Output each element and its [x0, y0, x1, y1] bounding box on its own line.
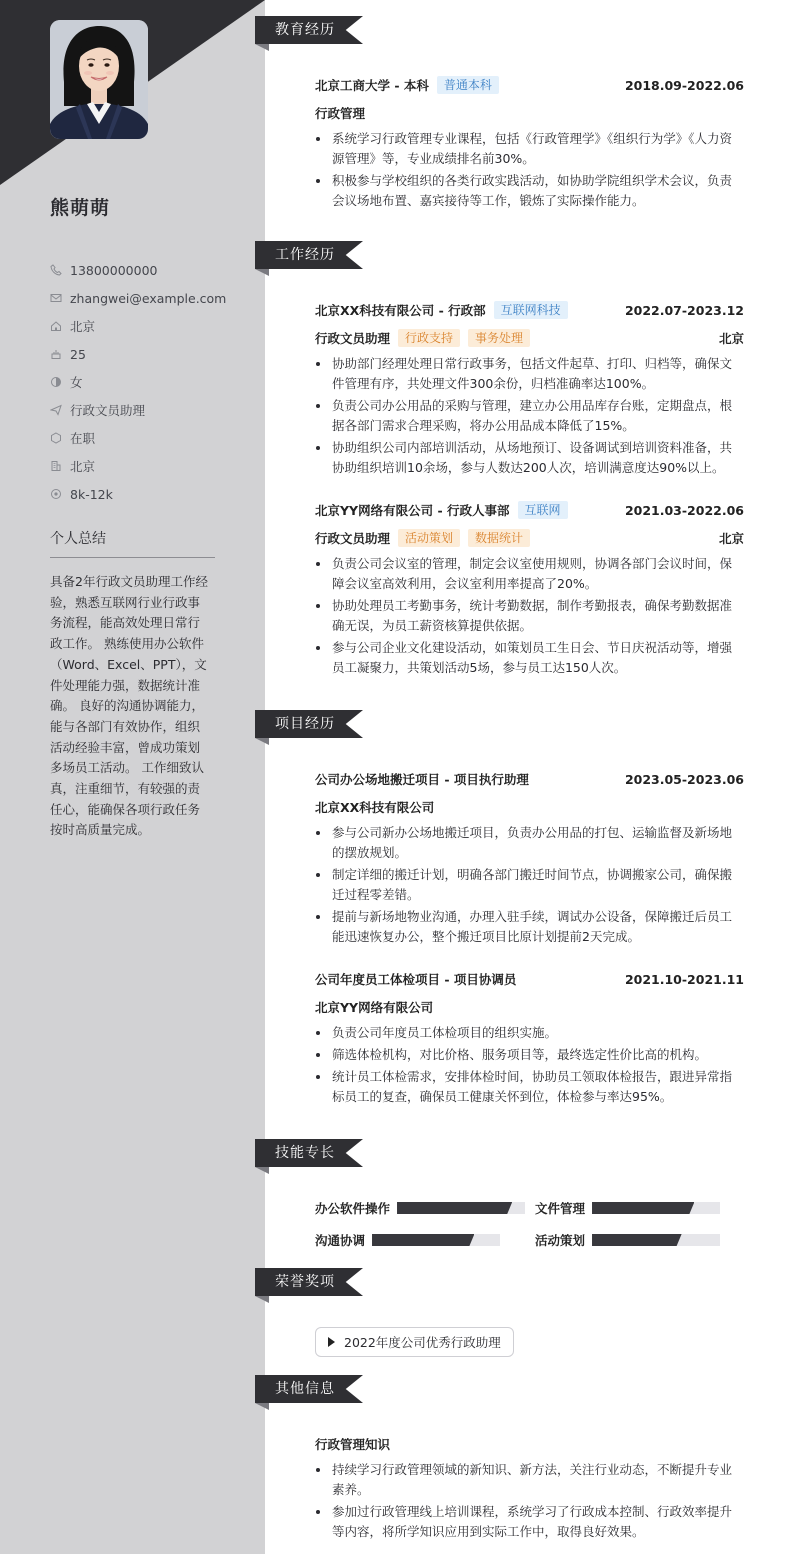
role-name: 行政文员助理	[315, 331, 391, 346]
cake-icon	[50, 348, 62, 360]
section-header-project	[255, 710, 363, 738]
list-item: 统计员工体检需求，安排体检时间，协助员工领取体检报告，跟进异常指标员工的复查，确保员工健康关怀到位，体检参与率达95%。	[315, 1067, 744, 1107]
section-header-education	[255, 16, 363, 44]
list-item: 筛选体检机构，对比价格、服务项目等，最终选定性价比高的机构。	[315, 1045, 744, 1065]
skill-name: 活动策划	[535, 1233, 586, 1248]
skill-bar-fill	[592, 1202, 694, 1214]
project-header-row	[315, 765, 744, 793]
building-icon	[50, 460, 62, 472]
education-header-row	[315, 71, 744, 99]
section-title: 其他信息	[275, 1381, 335, 1397]
industry-badge: 互联网科技	[494, 301, 568, 319]
section-title: 工作经历	[275, 247, 335, 263]
project-company-row	[315, 793, 744, 821]
section-title: 项目经历	[275, 716, 335, 732]
home-icon	[50, 320, 62, 332]
work-header-row	[315, 496, 744, 524]
list-item: 负责公司会议室的管理，制定会议室使用规则，协调各部门会议时间，保障会议室高效利用，会议室利用率提高了20%。	[315, 554, 744, 594]
summary-text: 具备2年行政文员助理工作经验，熟悉互联网行业行政事务流程，能高效处理日常行政工作。 熟练使用办公软件（Word、Excel、PPT），文件处理能力强，数据统计准确。 良好的沟通协调能力，能与各部门有效协作，组织活动经验丰富，曾成功策划多场员工活动。 工作细致认真，注重细节，有较强的责任心，能确保各项行政任务按时高质量完成。	[50, 574, 208, 838]
skill-bar	[592, 1202, 720, 1214]
work-header-row	[315, 296, 744, 324]
major-row	[315, 99, 744, 127]
info-email	[50, 284, 250, 312]
skill-tag: 行政支持	[398, 329, 460, 347]
main-content	[255, 0, 794, 1554]
skill-name: 文件管理	[535, 1201, 586, 1216]
section-title: 技能专长	[275, 1145, 335, 1161]
list-item: 参加过行政管理线上培训课程，系统学习了行政成本控制、行政效率提升等内容，将所学知识应用到实际工作中，取得良好效果。	[315, 1502, 744, 1542]
project-header-row	[315, 965, 744, 993]
info-age	[50, 340, 250, 368]
status-icon	[50, 432, 62, 444]
other-entry	[315, 1430, 744, 1544]
list-item: 制定详细的搬迁计划，明确各部门搬迁时间节点，协调搬家公司，确保搬迁过程零差错。	[315, 865, 744, 905]
company-name: 北京XX科技有限公司 - 行政部	[315, 303, 486, 318]
list-item: 协助部门经理处理日常行政事务，包括文件起草、打印、归档等，确保文件管理有序，共处理文件300余份，归档准确率达100%。	[315, 354, 744, 394]
info-gender	[50, 368, 250, 396]
email-text: zhangwei@example.com	[70, 290, 227, 306]
skill-bar	[397, 1202, 525, 1214]
work-city: 北京	[718, 331, 744, 346]
send-icon	[50, 404, 62, 416]
salary-icon	[50, 488, 62, 500]
project-bullets	[315, 823, 744, 947]
list-item: 参与公司新办公场地搬迁项目，负责办公用品的打包、运输监督及新场地的摆放规划。	[315, 823, 744, 863]
gender-text: 女	[70, 375, 83, 390]
education-bullets	[315, 129, 744, 211]
skill-tag: 事务处理	[468, 329, 530, 347]
degree-badge: 普通本科	[437, 76, 499, 94]
skill-name: 沟通协调	[315, 1233, 366, 1248]
skill-bar	[372, 1234, 500, 1246]
info-status	[50, 424, 250, 452]
school-name: 北京工商大学 - 本科	[315, 78, 429, 93]
list-item: 持续学习行政管理领域的新知识、新方法，关注行业动态，不断提升专业素养。	[315, 1460, 744, 1500]
project-title: 公司年度员工体检项目 - 项目协调员	[315, 972, 517, 987]
other-bullets	[315, 1460, 744, 1542]
work-entry-1	[315, 296, 744, 480]
award-chip	[315, 1327, 514, 1357]
project-entry-2	[315, 965, 744, 1109]
project-company: 北京XX科技有限公司	[315, 800, 435, 815]
skill-tag: 活动策划	[398, 529, 460, 547]
project-date: 2021.10-2021.11	[624, 971, 744, 987]
skill-item	[315, 1230, 500, 1250]
project-date: 2023.05-2023.06	[624, 771, 744, 787]
info-location	[50, 312, 250, 340]
skill-bar-fill	[372, 1234, 474, 1246]
education-date: 2018.09-2022.06	[624, 77, 744, 93]
gender-icon	[50, 376, 62, 388]
major-name: 行政管理	[315, 106, 366, 121]
candidate-name: 熊萌萌	[50, 197, 111, 219]
info-city	[50, 452, 250, 480]
project-bullets	[315, 1023, 744, 1107]
section-title: 荣誉奖项	[275, 1274, 335, 1290]
work-date: 2022.07-2023.12	[624, 302, 744, 318]
contact-info-list	[50, 256, 250, 508]
work-date: 2021.03-2022.06	[624, 502, 744, 518]
info-position	[50, 396, 250, 424]
section-header-skills	[255, 1139, 363, 1167]
skill-tag: 数据统计	[468, 529, 530, 547]
status-text: 在职	[70, 431, 96, 446]
profile-photo	[50, 20, 148, 139]
list-item: 负责公司年度员工体检项目的组织实施。	[315, 1023, 744, 1043]
work-city: 北京	[718, 531, 744, 546]
position-text: 行政文员助理	[70, 403, 146, 418]
list-item: 积极参与学校组织的各类行政实践活动，如协助学院组织学术会议，负责会议场地布置、嘉宾接待等工作，锻炼了实际操作能力。	[315, 171, 744, 211]
company-name: 北京YY网络有限公司 - 行政人事部	[315, 503, 510, 518]
section-header-work	[255, 241, 363, 269]
award-name: 2022年度公司优秀行政助理	[344, 1335, 501, 1350]
other-title-row	[315, 1430, 744, 1458]
list-item: 系统学习行政管理专业课程，包括《行政管理学》《组织行为学》《人力资源管理》等，专业成绩排名前30%。	[315, 129, 744, 169]
city-text: 北京	[70, 459, 96, 474]
section-title: 教育经历	[275, 22, 335, 38]
work-bullets	[315, 354, 744, 478]
list-item: 协助组织公司内部培训活动，从场地预订、设备调试到培训资料准备，共协助组织培训10余场，参与人数达200人次，培训满意度达90%以上。	[315, 438, 744, 478]
avatar-illustration	[50, 20, 148, 139]
industry-badge: 互联网	[518, 501, 568, 519]
role-row	[315, 524, 744, 552]
section-header-other	[255, 1375, 363, 1403]
project-title: 公司办公场地搬迁项目 - 项目执行助理	[315, 772, 529, 787]
skill-item	[535, 1198, 720, 1218]
skill-bar	[592, 1234, 720, 1246]
summary-title: 个人总结	[50, 528, 215, 558]
play-triangle-icon	[328, 1337, 335, 1347]
project-company-row	[315, 993, 744, 1021]
project-company: 北京YY网络有限公司	[315, 1000, 434, 1015]
work-bullets	[315, 554, 744, 678]
phone-text: 13800000000	[70, 262, 158, 278]
list-item: 提前与新场地物业沟通，办理入驻手续，调试办公设备，保障搬迁后员工能迅速恢复办公，整个搬迁项目比原计划提前2天完成。	[315, 907, 744, 947]
location-text: 北京	[70, 319, 96, 334]
skill-bar-fill	[397, 1202, 512, 1214]
work-entry-2	[315, 496, 744, 680]
skill-name: 办公软件操作	[315, 1201, 391, 1216]
skill-item	[315, 1198, 525, 1218]
sidebar	[0, 0, 265, 1554]
list-item: 协助处理员工考勤事务，统计考勤数据，制作考勤报表，确保考勤数据准确无误，为员工薪资核算提供依据。	[315, 596, 744, 636]
info-salary	[50, 480, 250, 508]
role-row	[315, 324, 744, 352]
section-header-awards	[255, 1268, 363, 1296]
education-entry	[315, 71, 744, 213]
list-item: 负责公司办公用品的采购与管理，建立办公用品库存台账，定期盘点，根据各部门需求合理采购，将办公用品成本降低了15%。	[315, 396, 744, 436]
phone-icon	[50, 264, 62, 276]
mail-icon	[50, 292, 62, 304]
age-text: 25	[70, 346, 86, 362]
role-name: 行政文员助理	[315, 531, 391, 546]
info-phone	[50, 256, 250, 284]
skill-bar-fill	[592, 1234, 682, 1246]
list-item: 参与公司企业文化建设活动，如策划员工生日会、节日庆祝活动等，增强员工凝聚力，共策划活动5场，参与员工达150人次。	[315, 638, 744, 678]
salary-text: 8k-12k	[70, 486, 113, 502]
project-entry-1	[315, 765, 744, 949]
skill-item	[535, 1230, 720, 1250]
other-title: 行政管理知识	[315, 1437, 391, 1452]
